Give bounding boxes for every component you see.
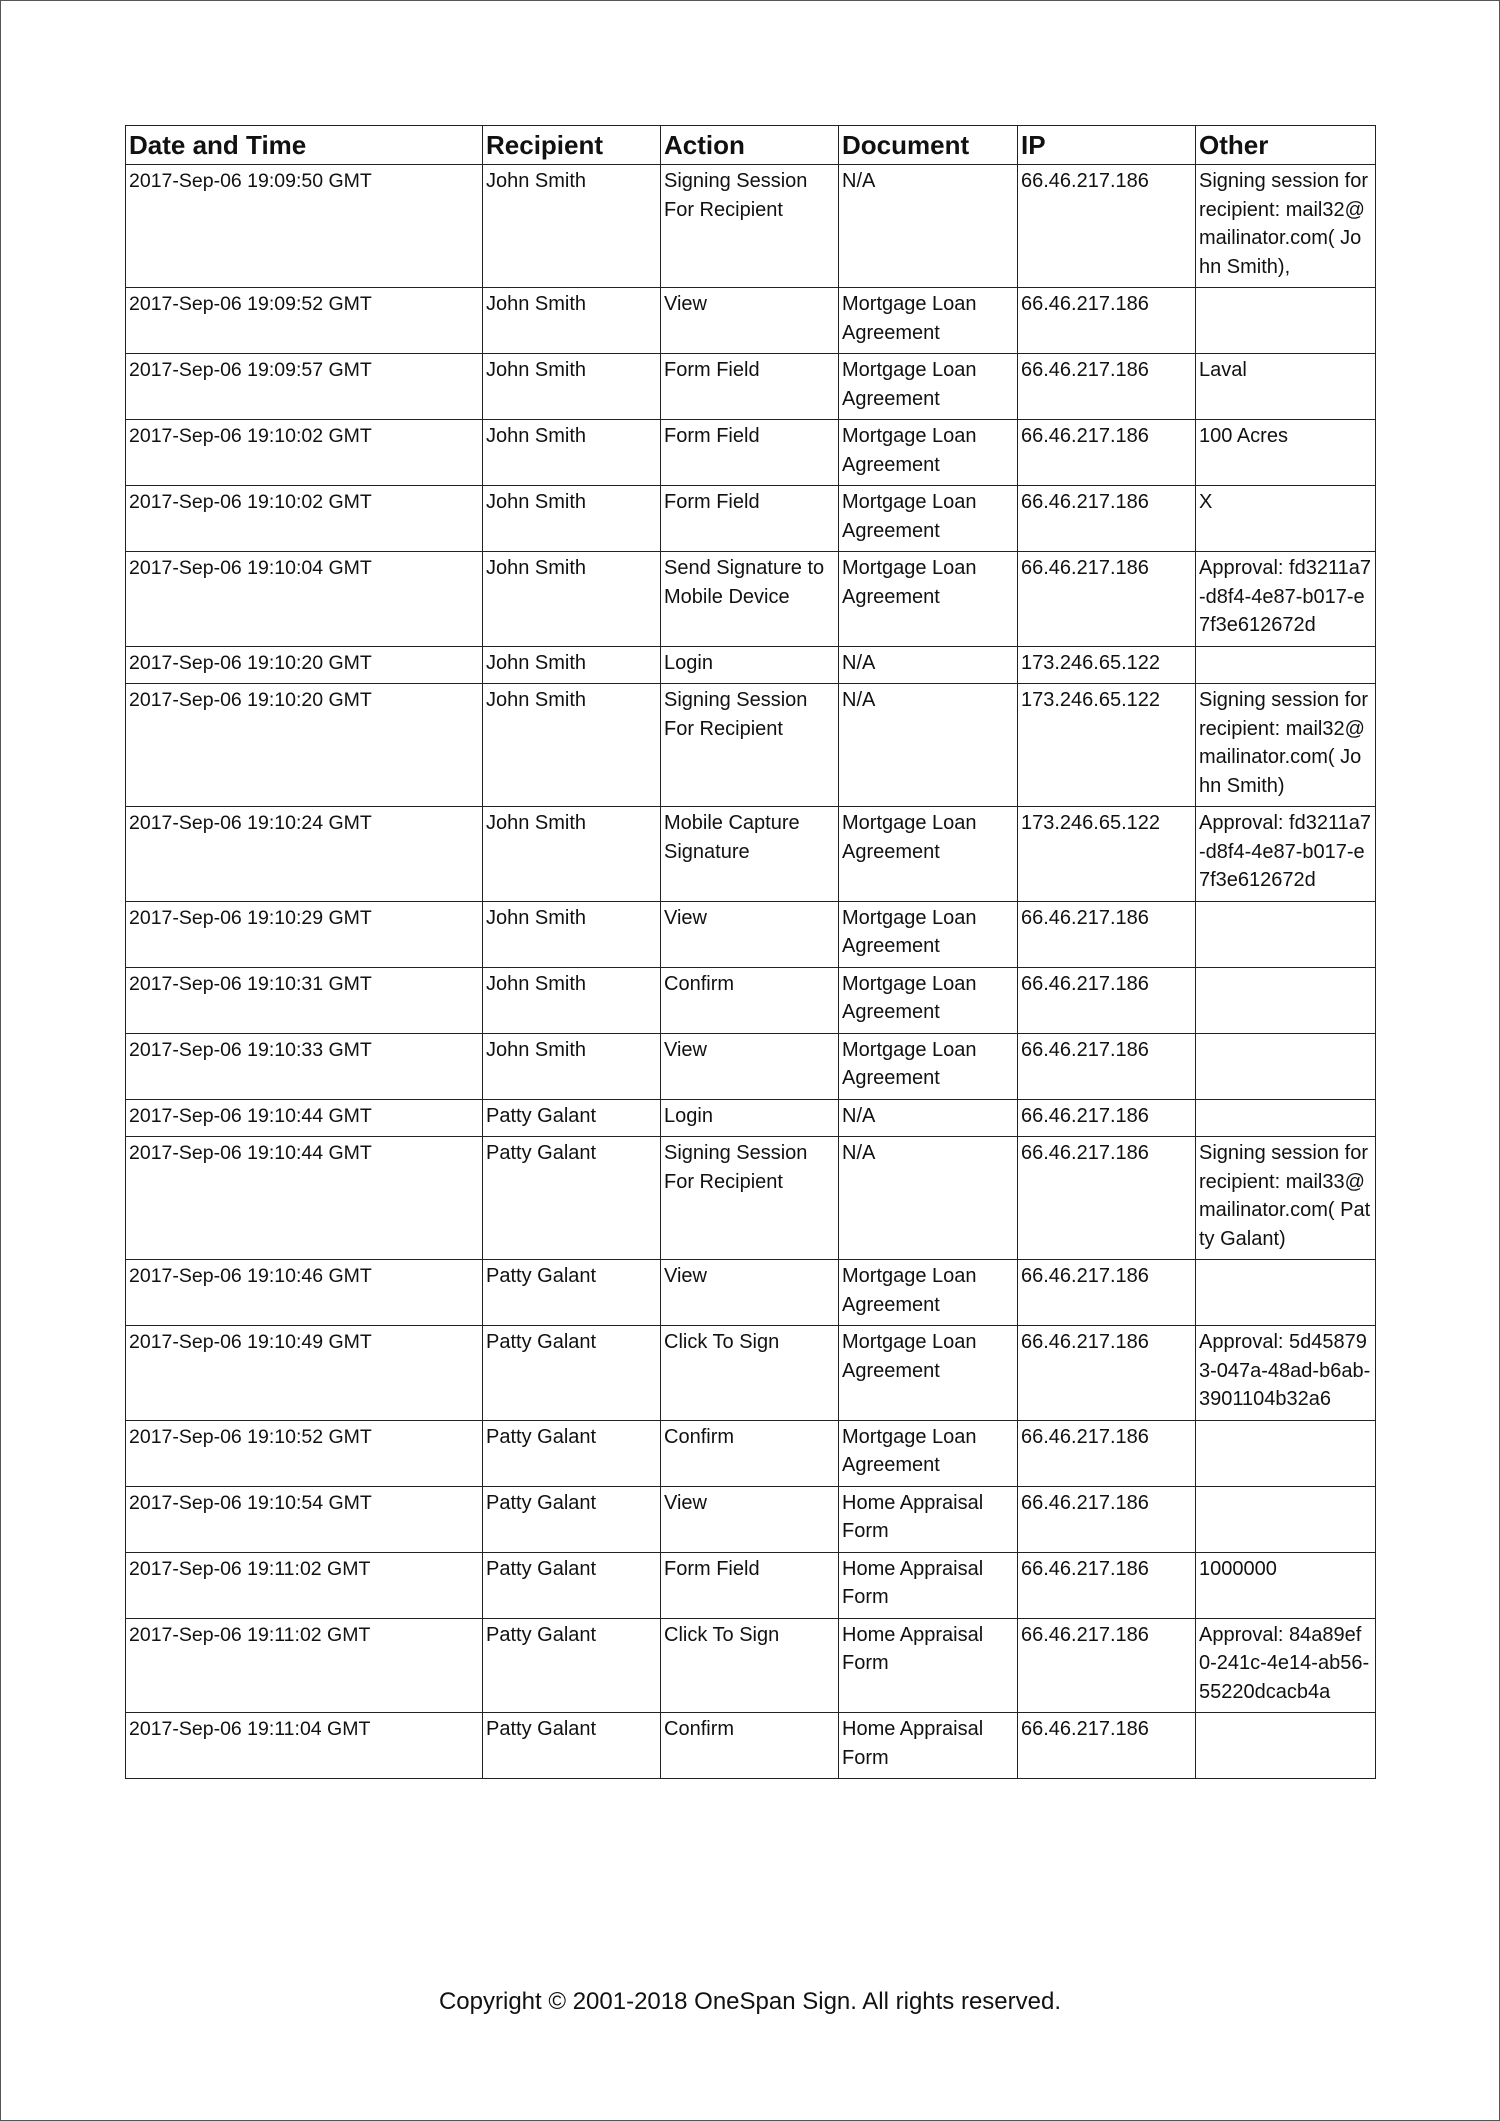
- table-row: [126, 1033, 1376, 1099]
- other-details-cell: Signing session for recipient: mail33@ mailinator.com( Patty Galant): [1196, 1137, 1376, 1260]
- date-time-cell: 2017-Sep-06 19:10:20 GMT: [126, 646, 483, 684]
- date-time-cell: 2017-Sep-06 19:10:44 GMT: [126, 1099, 483, 1137]
- other-details-cell: [1196, 646, 1376, 684]
- date-time-cell: 2017-Sep-06 19:10:46 GMT: [126, 1260, 483, 1326]
- recipient-cell: John Smith: [483, 288, 661, 354]
- document-cell: Mortgage Loan Agreement: [839, 1326, 1018, 1421]
- ip-address-cell: 66.46.217.186: [1018, 420, 1196, 486]
- ip-address-cell: 173.246.65.122: [1018, 807, 1196, 902]
- other-details-cell: [1196, 288, 1376, 354]
- action-cell: Form Field: [661, 1552, 839, 1618]
- action-cell: Form Field: [661, 420, 839, 486]
- other-details-cell: Approval: fd3211a7-d8f4-4e87-b017-e7f3e612672d: [1196, 807, 1376, 902]
- action-cell: Click To Sign: [661, 1326, 839, 1421]
- recipient-cell: Patty Galant: [483, 1420, 661, 1486]
- ip-address-cell: 66.46.217.186: [1018, 1552, 1196, 1618]
- document-cell: N/A: [839, 165, 1018, 288]
- ip-address-cell: 173.246.65.122: [1018, 646, 1196, 684]
- action-cell: Signing Session For Recipient: [661, 1137, 839, 1260]
- ip-address-cell: 66.46.217.186: [1018, 1486, 1196, 1552]
- date-time-cell: 2017-Sep-06 19:10:29 GMT: [126, 901, 483, 967]
- other-details-cell: 1000000: [1196, 1552, 1376, 1618]
- action-cell: Click To Sign: [661, 1618, 839, 1713]
- document-cell: Home Appraisal Form: [839, 1618, 1018, 1713]
- other-details-cell: [1196, 1713, 1376, 1779]
- date-time-cell: 2017-Sep-06 19:11:04 GMT: [126, 1713, 483, 1779]
- date-time-cell: 2017-Sep-06 19:11:02 GMT: [126, 1618, 483, 1713]
- recipient-cell: John Smith: [483, 354, 661, 420]
- other-details-cell: [1196, 1099, 1376, 1137]
- table-row: [126, 1260, 1376, 1326]
- header-ip: IP: [1018, 126, 1196, 165]
- ip-address-cell: 66.46.217.186: [1018, 354, 1196, 420]
- table-row: [126, 288, 1376, 354]
- document-cell: N/A: [839, 646, 1018, 684]
- table-row: [126, 1618, 1376, 1713]
- date-time-cell: 2017-Sep-06 19:10:33 GMT: [126, 1033, 483, 1099]
- other-details-cell: [1196, 901, 1376, 967]
- table-row: [126, 901, 1376, 967]
- table-row: [126, 684, 1376, 807]
- table-body: [126, 165, 1376, 1779]
- recipient-cell: John Smith: [483, 967, 661, 1033]
- copyright-footer: Copyright © 2001-2018 OneSpan Sign. All rights reserved.: [438, 1988, 1062, 2015]
- action-cell: View: [661, 1486, 839, 1552]
- ip-address-cell: 66.46.217.186: [1018, 1618, 1196, 1713]
- action-cell: View: [661, 901, 839, 967]
- table-row: [126, 1552, 1376, 1618]
- date-time-cell: 2017-Sep-06 19:10:04 GMT: [126, 552, 483, 647]
- table-row: [126, 552, 1376, 647]
- recipient-cell: Patty Galant: [483, 1260, 661, 1326]
- other-details-cell: Laval: [1196, 354, 1376, 420]
- action-cell: Form Field: [661, 354, 839, 420]
- ip-address-cell: 66.46.217.186: [1018, 1260, 1196, 1326]
- other-details-cell: [1196, 1260, 1376, 1326]
- other-details-cell: [1196, 967, 1376, 1033]
- document-cell: Home Appraisal Form: [839, 1552, 1018, 1618]
- date-time-cell: 2017-Sep-06 19:10:49 GMT: [126, 1326, 483, 1421]
- other-details-cell: [1196, 1486, 1376, 1552]
- table-row: [126, 1420, 1376, 1486]
- recipient-cell: Patty Galant: [483, 1486, 661, 1552]
- other-details-cell: [1196, 1033, 1376, 1099]
- action-cell: Send Signature to Mobile Device: [661, 552, 839, 647]
- action-cell: View: [661, 288, 839, 354]
- recipient-cell: Patty Galant: [483, 1137, 661, 1260]
- ip-address-cell: 66.46.217.186: [1018, 288, 1196, 354]
- ip-address-cell: 66.46.217.186: [1018, 1420, 1196, 1486]
- other-details-cell: X: [1196, 486, 1376, 552]
- date-time-cell: 2017-Sep-06 19:10:02 GMT: [126, 420, 483, 486]
- header-date-and-time: Date and Time: [126, 126, 483, 165]
- document-cell: Mortgage Loan Agreement: [839, 967, 1018, 1033]
- table-row: [126, 1326, 1376, 1421]
- header-document: Document: [839, 126, 1018, 165]
- recipient-cell: John Smith: [483, 684, 661, 807]
- table-row: [126, 1137, 1376, 1260]
- date-time-cell: 2017-Sep-06 19:09:52 GMT: [126, 288, 483, 354]
- other-details-cell: Approval: fd3211a7-d8f4-4e87-b017-e7f3e612672d: [1196, 552, 1376, 647]
- action-cell: Confirm: [661, 967, 839, 1033]
- ip-address-cell: 66.46.217.186: [1018, 1099, 1196, 1137]
- ip-address-cell: 66.46.217.186: [1018, 1137, 1196, 1260]
- action-cell: Confirm: [661, 1713, 839, 1779]
- other-details-cell: Signing session for recipient: mail32@ mailinator.com( John Smith): [1196, 684, 1376, 807]
- header-action: Action: [661, 126, 839, 165]
- ip-address-cell: 66.46.217.186: [1018, 901, 1196, 967]
- header-other: Other: [1196, 126, 1376, 165]
- date-time-cell: 2017-Sep-06 19:10:44 GMT: [126, 1137, 483, 1260]
- recipient-cell: John Smith: [483, 1033, 661, 1099]
- date-time-cell: 2017-Sep-06 19:10:52 GMT: [126, 1420, 483, 1486]
- other-details-cell: Approval: 5d458793-047a-48ad-b6ab-3901104b32a6: [1196, 1326, 1376, 1421]
- date-time-cell: 2017-Sep-06 19:09:57 GMT: [126, 354, 483, 420]
- table-row: [126, 165, 1376, 288]
- other-details-cell: Approval: 84a89ef0-241c-4e14-ab56-55220dcacb4a: [1196, 1618, 1376, 1713]
- action-cell: Confirm: [661, 1420, 839, 1486]
- date-time-cell: 2017-Sep-06 19:10:31 GMT: [126, 967, 483, 1033]
- recipient-cell: Patty Galant: [483, 1099, 661, 1137]
- recipient-cell: John Smith: [483, 165, 661, 288]
- ip-address-cell: 66.46.217.186: [1018, 1326, 1196, 1421]
- document-cell: Mortgage Loan Agreement: [839, 288, 1018, 354]
- document-cell: N/A: [839, 684, 1018, 807]
- document-cell: Mortgage Loan Agreement: [839, 486, 1018, 552]
- recipient-cell: Patty Galant: [483, 1326, 661, 1421]
- recipient-cell: Patty Galant: [483, 1618, 661, 1713]
- ip-address-cell: 66.46.217.186: [1018, 1033, 1196, 1099]
- document-cell: N/A: [839, 1099, 1018, 1137]
- table-row: [126, 646, 1376, 684]
- action-cell: Mobile Capture Signature: [661, 807, 839, 902]
- other-details-cell: [1196, 1420, 1376, 1486]
- ip-address-cell: 66.46.217.186: [1018, 552, 1196, 647]
- date-time-cell: 2017-Sep-06 19:10:54 GMT: [126, 1486, 483, 1552]
- other-details-cell: 100 Acres: [1196, 420, 1376, 486]
- ip-address-cell: 66.46.217.186: [1018, 1713, 1196, 1779]
- recipient-cell: Patty Galant: [483, 1552, 661, 1618]
- recipient-cell: John Smith: [483, 901, 661, 967]
- table-row: [126, 486, 1376, 552]
- action-cell: Login: [661, 646, 839, 684]
- document-cell: Mortgage Loan Agreement: [839, 1420, 1018, 1486]
- document-cell: Mortgage Loan Agreement: [839, 1260, 1018, 1326]
- date-time-cell: 2017-Sep-06 19:10:02 GMT: [126, 486, 483, 552]
- table-row: [126, 1713, 1376, 1779]
- ip-address-cell: 66.46.217.186: [1018, 486, 1196, 552]
- table-row: [126, 1486, 1376, 1552]
- recipient-cell: John Smith: [483, 552, 661, 647]
- header-row: [126, 126, 1376, 165]
- document-cell: Mortgage Loan Agreement: [839, 420, 1018, 486]
- action-cell: Login: [661, 1099, 839, 1137]
- table-row: [126, 807, 1376, 902]
- action-cell: View: [661, 1033, 839, 1099]
- document-cell: Mortgage Loan Agreement: [839, 1033, 1018, 1099]
- table-row: [126, 354, 1376, 420]
- date-time-cell: 2017-Sep-06 19:10:20 GMT: [126, 684, 483, 807]
- document-cell: Mortgage Loan Agreement: [839, 354, 1018, 420]
- action-cell: Signing Session For Recipient: [661, 684, 839, 807]
- action-cell: Signing Session For Recipient: [661, 165, 839, 288]
- other-details-cell: Signing session for recipient: mail32@ mailinator.com( John Smith),: [1196, 165, 1376, 288]
- ip-address-cell: 173.246.65.122: [1018, 684, 1196, 807]
- table-row: [126, 1099, 1376, 1137]
- document-cell: Mortgage Loan Agreement: [839, 552, 1018, 647]
- table-row: [126, 967, 1376, 1033]
- recipient-cell: John Smith: [483, 420, 661, 486]
- action-cell: View: [661, 1260, 839, 1326]
- date-time-cell: 2017-Sep-06 19:10:24 GMT: [126, 807, 483, 902]
- document-cell: Home Appraisal Form: [839, 1486, 1018, 1552]
- date-time-cell: 2017-Sep-06 19:11:02 GMT: [126, 1552, 483, 1618]
- date-time-cell: 2017-Sep-06 19:09:50 GMT: [126, 165, 483, 288]
- document-cell: Mortgage Loan Agreement: [839, 807, 1018, 902]
- document-cell: Mortgage Loan Agreement: [839, 901, 1018, 967]
- action-cell: Form Field: [661, 486, 839, 552]
- table-header: [126, 126, 1376, 165]
- ip-address-cell: 66.46.217.186: [1018, 165, 1196, 288]
- recipient-cell: Patty Galant: [483, 1713, 661, 1779]
- audit-trail-table: [125, 125, 1376, 1779]
- table-row: [126, 420, 1376, 486]
- document-cell: Home Appraisal Form: [839, 1713, 1018, 1779]
- header-recipient: Recipient: [483, 126, 661, 165]
- recipient-cell: John Smith: [483, 646, 661, 684]
- recipient-cell: John Smith: [483, 486, 661, 552]
- document-cell: N/A: [839, 1137, 1018, 1260]
- ip-address-cell: 66.46.217.186: [1018, 967, 1196, 1033]
- recipient-cell: John Smith: [483, 807, 661, 902]
